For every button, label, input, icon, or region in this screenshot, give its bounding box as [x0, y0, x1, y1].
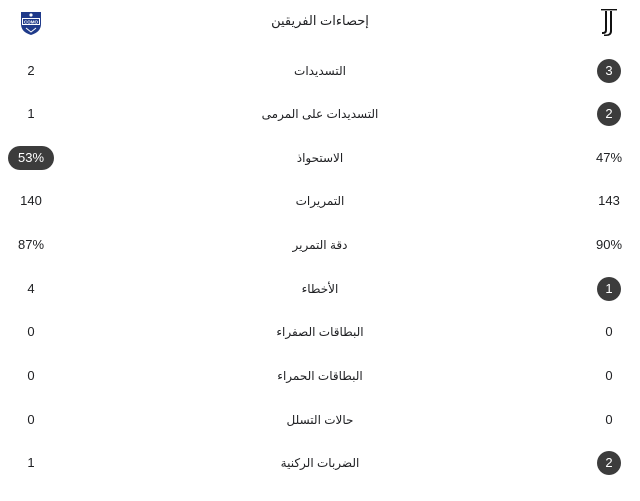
home-value: [0, 231, 62, 259]
stat-label: الاستحواذ: [296, 151, 344, 165]
home-value-text: 0: [27, 412, 35, 427]
stat-row-offsides: [0, 406, 640, 434]
highlight-badge: 53%: [8, 146, 54, 170]
stat-label: التسديدات: [294, 64, 346, 78]
home-value-text: 1: [27, 455, 35, 470]
stat-row-passes: [0, 187, 640, 215]
home-value-text: 0: [27, 324, 35, 339]
away-value-text: 47%: [595, 150, 623, 165]
stat-row-fouls: [0, 275, 640, 303]
away-value: [578, 187, 640, 215]
highlight-badge: 1: [597, 277, 621, 301]
home-value: [0, 275, 62, 303]
page-title: إحصاءات الفريقين: [271, 13, 369, 28]
stat-row-shots-on-target: [0, 100, 640, 128]
home-value-text: 87%: [17, 237, 45, 252]
home-value-text: 140: [20, 193, 42, 208]
away-value: [578, 449, 640, 477]
svg-text:COMO: COMO: [24, 19, 38, 25]
home-value-text: 0: [27, 368, 35, 383]
home-value: [0, 406, 62, 434]
stat-row-yellow-cards: [0, 318, 640, 346]
stat-row-pass-accuracy: [0, 231, 640, 259]
juventus-logo-icon: [598, 8, 620, 38]
away-value: [578, 100, 640, 128]
home-value-text: 1: [27, 106, 35, 121]
away-value: [578, 362, 640, 390]
away-value-text: 90%: [595, 237, 623, 252]
stat-label: البطاقات الصفراء: [276, 325, 364, 339]
away-value-text: 143: [598, 193, 620, 208]
stat-label: التمريرات: [295, 194, 345, 208]
highlight-badge: 2: [597, 451, 621, 475]
away-value: [578, 275, 640, 303]
away-value: [578, 406, 640, 434]
stats-header: [0, 0, 640, 44]
stat-label: التسديدات على المرمى: [261, 107, 379, 121]
highlight-badge: 2: [597, 102, 621, 126]
away-value-text: 0: [605, 368, 613, 383]
away-value-text: 0: [605, 412, 613, 427]
stat-label: الضربات الركنية: [280, 456, 360, 470]
home-value: [0, 362, 62, 390]
highlight-badge: 3: [597, 59, 621, 83]
home-value: [0, 187, 62, 215]
stat-row-shots: [0, 57, 640, 85]
stat-row-red-cards: [0, 362, 640, 390]
home-value-text: 2: [27, 63, 35, 78]
stat-label: دقة التمرير: [292, 238, 348, 252]
stat-row-corners: [0, 449, 640, 477]
home-value: [0, 57, 62, 85]
home-value: [0, 318, 62, 346]
stat-label: البطاقات الحمراء: [277, 369, 363, 383]
stat-row-possession: [0, 144, 640, 172]
away-value-text: 0: [605, 324, 613, 339]
home-value: [0, 100, 62, 128]
home-value: [0, 144, 62, 172]
home-value: [0, 449, 62, 477]
away-value: [578, 318, 640, 346]
stat-label: حالات التسلل: [286, 413, 354, 427]
away-value: [578, 57, 640, 85]
home-value-text: 4: [27, 281, 35, 296]
away-value: [578, 144, 640, 172]
stat-label: الأخطاء: [301, 282, 339, 296]
away-value: [578, 231, 640, 259]
